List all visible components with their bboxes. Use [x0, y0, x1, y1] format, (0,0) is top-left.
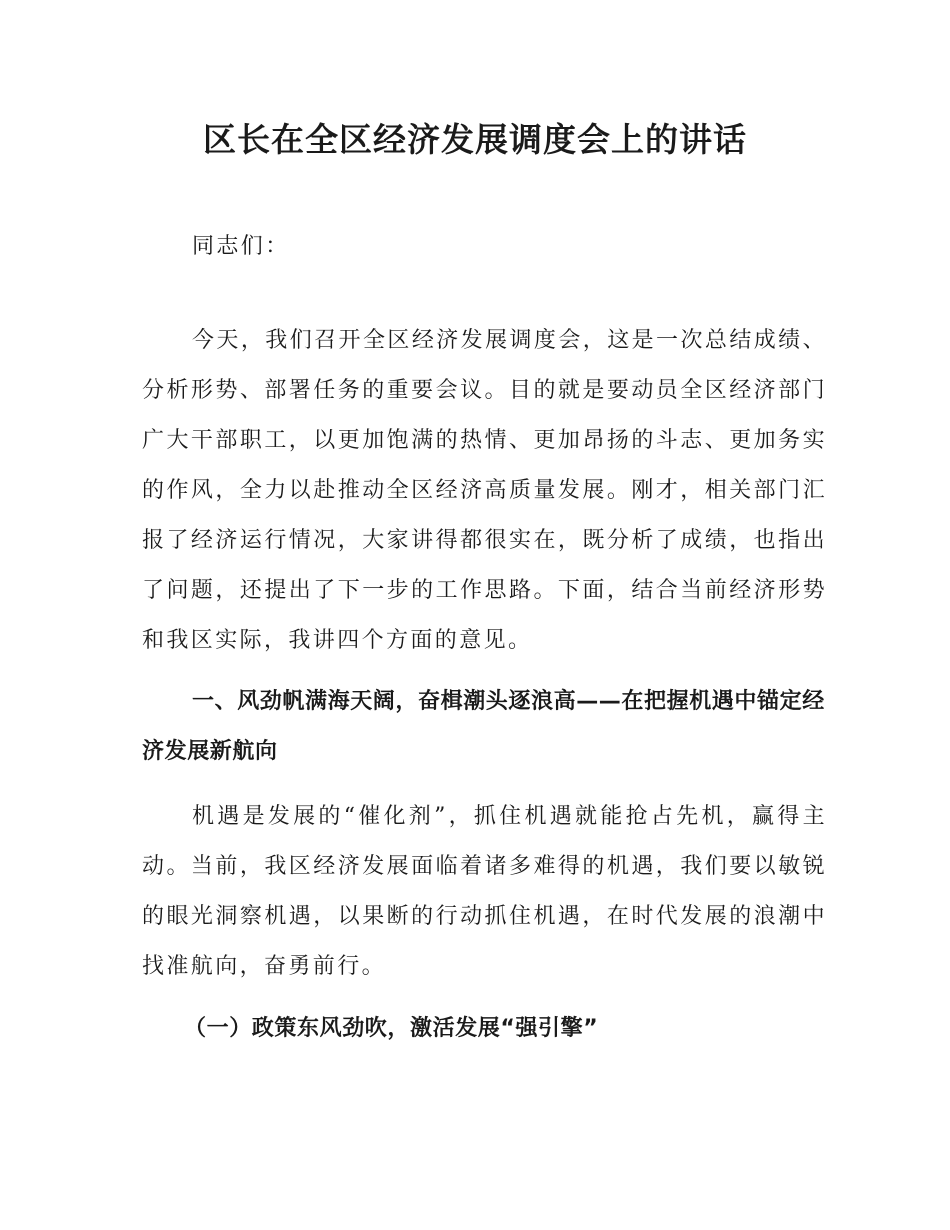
section-heading: 一、风劲帆满海天阔，奋楫潮头逐浪高——在把握机遇中锚定经济发展新航向: [142, 689, 825, 764]
salutation: 同志们：: [192, 234, 290, 259]
intro-paragraph: 今天，我们召开全区经济发展调度会，这是一次总结成绩、分析形势、部署任务的重要会议。目的就是要动员全区经济部门广大干部职工，以更加饱满的热情、更加昂扬的斗志、更加务实的作风，全力以赴推动全区经济高质量发展。刚才，相关部门汇报了经济运行情况，大家讲得都很实在，既分析了成绩，也指出了问题，还提出了下一步的工作思路。下面，结合当前经济形势和我区实际，我讲四个方面的意见。: [142, 328, 827, 653]
section-paragraph: 机遇是发展的“催化剂”，抓住机遇就能抢占先机，赢得主动。当前，我区经济发展面临着诸多难得的机遇，我们要以敏锐的眼光洞察机遇，以果断的行动抓住机遇，在时代发展的浪潮中找准航向，奋勇前行。: [142, 804, 827, 979]
subsection-heading: （一）政策东风劲吹，激活发展“强引擎”: [184, 1016, 599, 1041]
document-title: 区长在全区经济发展调度会上的讲话: [203, 120, 747, 159]
